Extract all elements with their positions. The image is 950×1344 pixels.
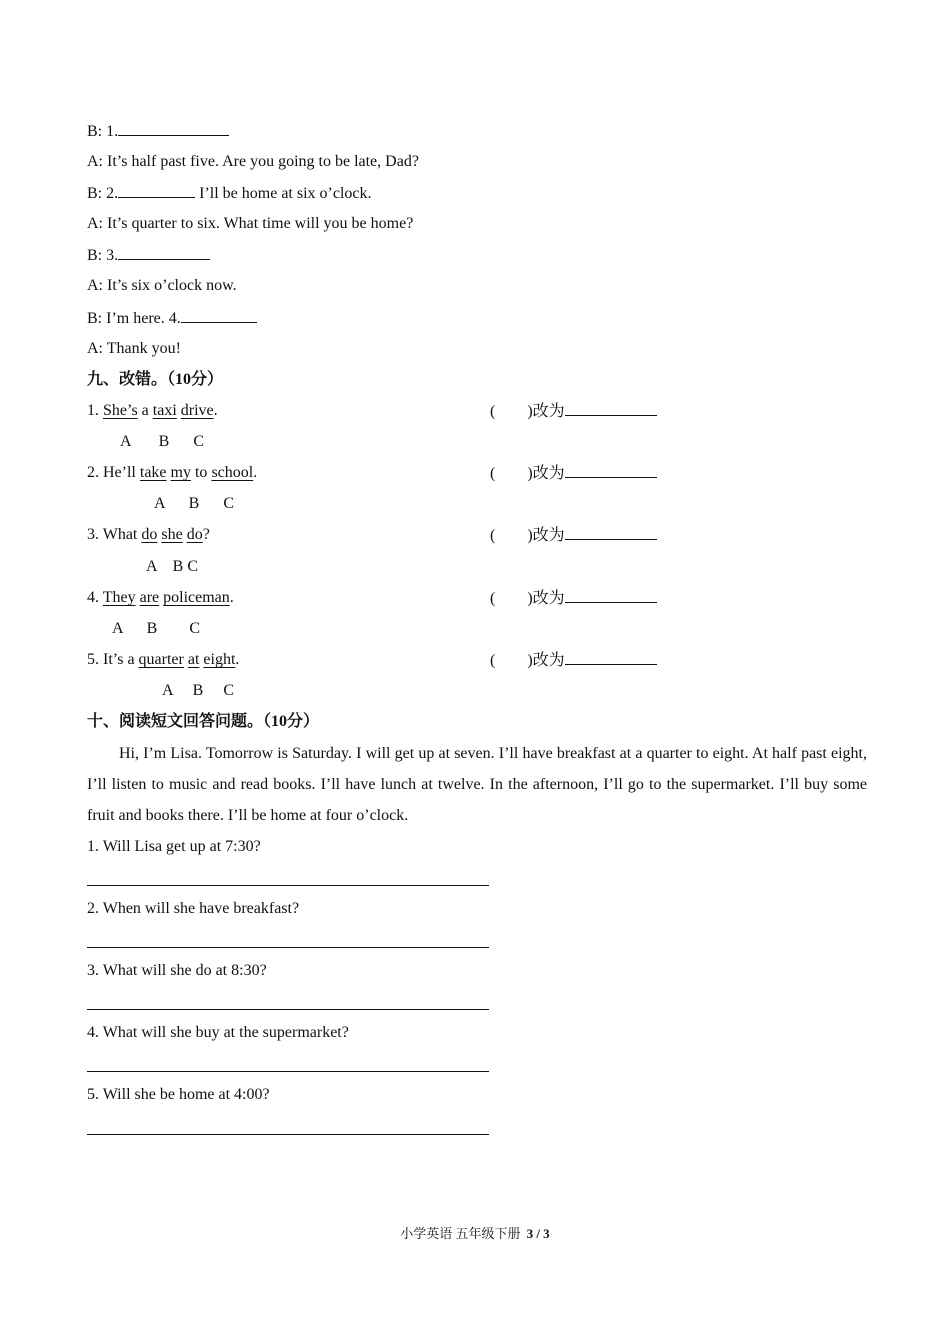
question-3: 3. What will she do at 8:30? xyxy=(87,962,267,979)
correction-item-4: 4. They are policeman. xyxy=(87,589,234,606)
option-letters: A B C xyxy=(146,558,199,575)
question-1: 1. Will Lisa get up at 7:30? xyxy=(87,838,261,855)
answer-blank[interactable] xyxy=(565,525,657,540)
footer-title: 小学英语 五年级下册 xyxy=(400,1226,521,1241)
correction-item-1: 1. She’s a taxi drive. xyxy=(87,402,218,419)
option-letters: A B C xyxy=(120,433,205,450)
correction-answer-4: ( )改为 xyxy=(490,588,657,609)
page-number: 3 / 3 xyxy=(526,1226,550,1241)
option-letters: A B C xyxy=(162,682,235,699)
correction-answer-5: ( )改为 xyxy=(490,650,657,671)
dialogue-line-a1: A: It’s half past five. Are you going to be late, Dad? xyxy=(87,153,419,170)
correction-answer-1: ( )改为 xyxy=(490,401,657,422)
option-letters: A B C xyxy=(112,620,201,637)
answer-line[interactable] xyxy=(87,885,489,886)
answer-line[interactable] xyxy=(87,947,489,948)
option-letters: A B C xyxy=(154,495,235,512)
question-4: 4. What will she buy at the supermarket? xyxy=(87,1024,349,1041)
answer-line[interactable] xyxy=(87,1071,489,1072)
correction-item-5: 5. It’s a quarter at eight. xyxy=(87,651,240,668)
answer-blank[interactable] xyxy=(118,121,229,136)
correction-item-3: 3. What do she do? xyxy=(87,526,210,543)
correction-answer-3: ( )改为 xyxy=(490,525,657,546)
section9-title: 九、改错。（10分） xyxy=(87,371,224,388)
dialogue-line-a4: A: Thank you! xyxy=(87,340,181,357)
answer-blank[interactable] xyxy=(565,588,657,603)
correction-item-2: 2. He’ll take my to school. xyxy=(87,464,258,481)
dialogue-line-b2: B: 2. I’ll be home at six o’clock. xyxy=(87,185,372,202)
dialogue-line-a2: A: It’s quarter to six. What time will you be home? xyxy=(87,215,414,232)
section10-title: 十、阅读短文回答问题。（10分） xyxy=(87,713,320,730)
answer-blank[interactable] xyxy=(118,245,210,260)
question-5: 5. Will she be home at 4:00? xyxy=(87,1086,270,1103)
answer-blank[interactable] xyxy=(118,183,195,198)
page-footer xyxy=(0,1225,950,1243)
question-2: 2. When will she have breakfast? xyxy=(87,900,300,917)
reading-passage: Hi, I’m Lisa. Tomorrow is Saturday. I will get up at seven. I’ll have breakfast at a quarter to eight. At half past eight, I’ll listen to music and read books. I’ll have lunch at twelve. In the afternoon, I’ll go to the supermarket. I’ll buy some fruit and books there. I’ll be home at four o’clock. xyxy=(87,745,867,824)
answer-blank[interactable] xyxy=(181,308,257,323)
answer-blank[interactable] xyxy=(565,463,657,478)
answer-line[interactable] xyxy=(87,1009,489,1010)
dialogue-line-b3: B: 3. xyxy=(87,245,210,266)
answer-line[interactable] xyxy=(87,1134,489,1135)
dialogue-line-b1: B: 1. xyxy=(87,121,229,142)
dialogue-line-a3: A: It’s six o’clock now. xyxy=(87,277,237,294)
correction-answer-2: ( )改为 xyxy=(490,463,657,484)
dialogue-line-b4: B: I’m here. 4. xyxy=(87,308,257,329)
answer-blank[interactable] xyxy=(565,401,657,416)
answer-blank[interactable] xyxy=(565,650,657,665)
